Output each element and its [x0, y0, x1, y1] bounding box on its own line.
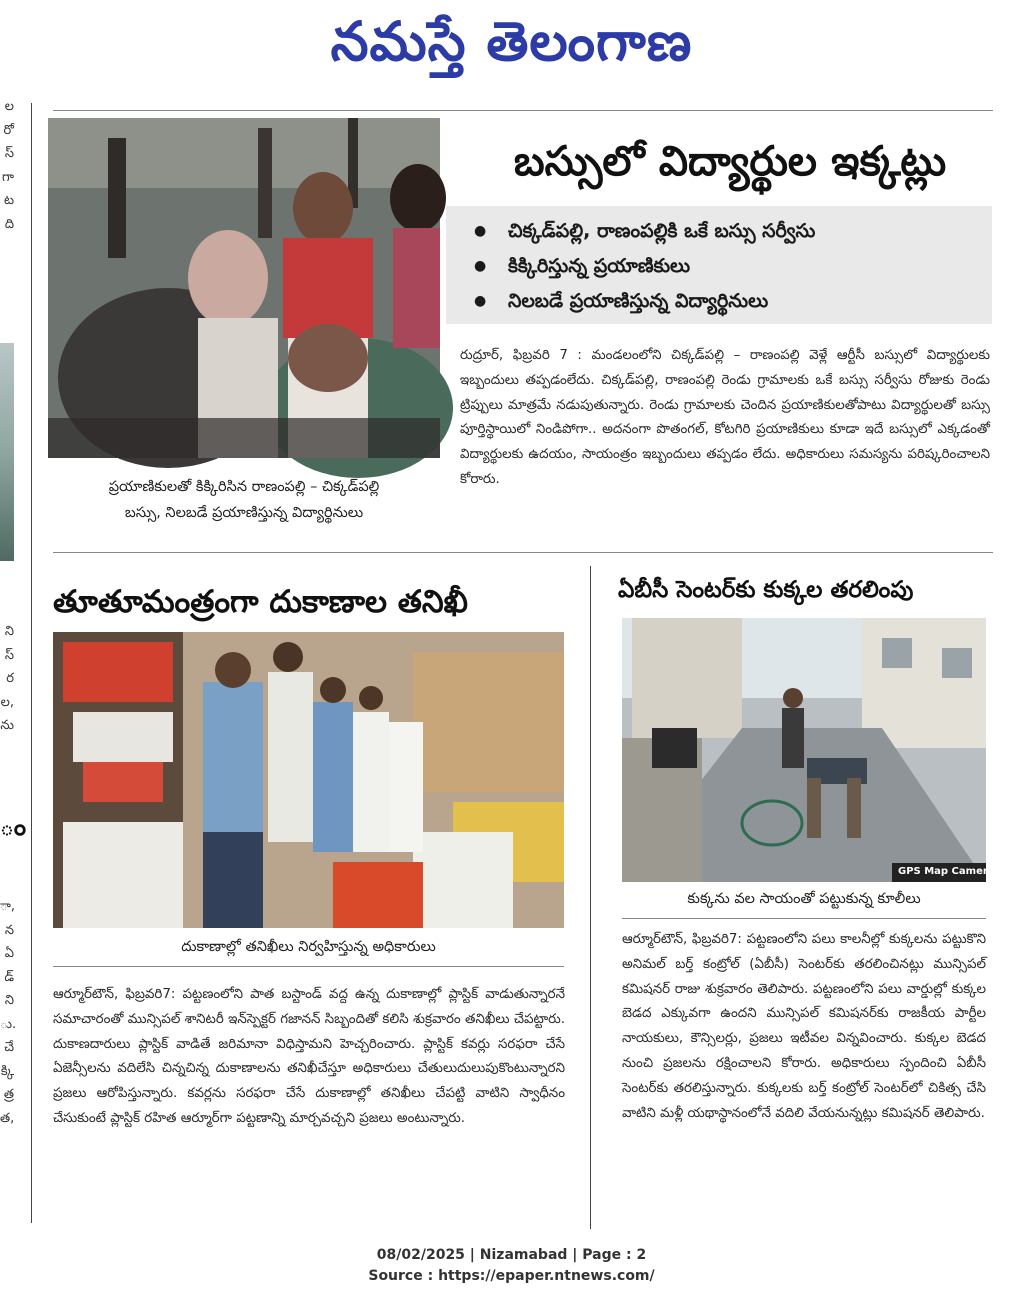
highlight-item: ● కిక్కిరిస్తున్న ప్రయాణికులు: [474, 249, 992, 284]
page-footer: [0, 1245, 1023, 1287]
edge-text-fragment: ల రో స్ గా ట ది: [2, 99, 14, 232]
edge-text-fragment: ా, న ఏ డ్ ని ు. చే క్కి త్ర త,: [0, 899, 17, 1126]
story-body: ఆర్మూర్‌టౌన్, ఫిబ్రవరి7: పట్టణంలోని పలు కాలనీల్లో కుక్కలను పట్టుకొని అనిమల్ బర్త్ కంట్రోల్ (ఏబీసీ) సెంటర్‌కు తరలించినట్లు మున్సిపల్ కమిషనర్ రాజు శుక్రవారం తెలిపారు. పట్టణంలోని పలు వార్డుల్లో కుక్కల బెడద ఎక్కువగా ఉందని మున్సిపల్ కమిషనర్‌కు రాజకీయ పార్టీల నాయకులు, కౌన్సిలర్లు, ప్రజలు ఇటీవల విన్నవించారు. కుక్కల బెడద నుంచి ప్రజలను రక్షించాలని కోరారు. అధికారులు స్పందించి ఏబీసీ సెంటర్‌కు తరలిస్తున్నారు. కుక్కలకు బర్త్ కంట్రోల్ సెంటర్‌లో చికిత్స చేసి వాటిని మళ్లీ యథాస్థానంలోనే వదిలి వేయనున్నట్లు కమిషనర్ తెలిపారు.: [622, 932, 986, 1121]
footer-edition-info: 08/02/2025 | Nizamabad | Page : 2: [376, 1247, 647, 1263]
left-edge-strip: [0, 95, 27, 1215]
caption-divider: [53, 966, 564, 967]
footer-source-link[interactable]: Source : https://epaper.ntnews.com/: [368, 1268, 655, 1284]
photo-watermark: GPS Map Camera: [898, 866, 995, 877]
shop-inspection-photo: [53, 632, 564, 928]
highlights-box: [446, 206, 992, 324]
photo-caption: దుకాణాల్లో తనిఖీలు నిర్వహిస్తున్న అధికారులు: [181, 939, 436, 955]
masthead-title: నమస్తే తెలంగాణ: [330, 9, 693, 73]
edge-text-fragment: ని స్ ర ల, ను: [0, 624, 14, 733]
bus-students-photo: [48, 118, 440, 458]
caption-line: బస్సు, నిలబడే ప్రయాణిస్తున్న విద్యార్థినులు: [124, 505, 364, 521]
highlight-item: ● నిలబడే ప్రయాణిస్తున్న విద్యార్థినులు: [474, 284, 992, 319]
section-divider: [53, 110, 993, 111]
story-body: రుద్రూర్, ఫిబ్రవరి 7 : మండలంలోని చిక్కడ్‌పల్లి – రాణంపల్లి వెళ్లే ఆర్టీసీ బస్సులో విద్యార్థులకు ఇబ్బందులు తప్పడంలేదు. చిక్కడ్‌పల్లి, రాణంపల్లి రెండు గ్రామాలకు ఒకే బస్సు సర్వీసు రోజుకు రెండు ట్రిప్పులు మాత్రమే నడుపుతున్నారు. రెండు గ్రామాలకు చెందిన ప్రయాణికులతోపాటు విద్యార్థులతో బస్సు పూర్తిస్థాయిలో నిండిపోగా.. అదనంగా పొతంగల్, కోటగిరి ప్రయాణికులు కూడా ఇదే బస్సులో ఎక్కడంతో విద్యార్థులకు ఉదయం, సాయంత్రం ఇబ్బందులు తప్పడం లేదు. అధికారులు సమస్యను పరిష్కరించాలని కోరారు.: [460, 348, 990, 487]
highlight-item: ● చిక్కడ్‌పల్లి, రాణంపల్లికి ఒకే బస్సు సర్వీసు: [474, 214, 992, 249]
dog-catching-photo: [622, 618, 995, 882]
section-divider: [53, 552, 993, 553]
column-divider: [590, 566, 591, 1229]
story-headline: బస్సులో విద్యార్థుల ఇక్కట్లు: [513, 137, 947, 185]
edge-photo-fragment: [0, 343, 14, 561]
story-body: ఆర్మూర్‌టౌన్, ఫిబ్రవరి7: పట్టణంలోని పాత బస్టాండ్ వద్ద ఉన్న దుకాణాల్లో ప్లాస్టిక్ వాడుతున్నారనే సమాచారంతో మున్సిపల్ శానిటరీ ఇన్‌స్పెక్టర్ గజానన్ సిబ్బందితో కలిసి శుక్రవారం తనిఖీలు చేపట్టారు. దుకాణదారులు ప్లాస్టిక్ వాడితే జరిమానా విధిస్తామని హెచ్చరించారు. ప్లాస్టిక్ కవర్లు సరఫరా చేసే ఏజెన్సీలను వదిలేసి చిన్నచిన్న దుకాణాలను తనిఖీచేస్తూ అధికారులు చేతులుదులుపుకొంటున్నారని ప్రజలు ఆరోపిస్తున్నారు. కవర్లను సరఫరా చేసే దుకాణాల్లో తనిఖీలు చేపట్టి వాటిని స్వాధీనం చేసుకుంటే ప్లాస్టిక్ రహిత ఆర్మూర్‌గా పట్టణాన్ని మార్చవచ్చని ప్రజలు అంటున్నారు.: [53, 987, 565, 1126]
photo-caption: [48, 474, 440, 526]
column-divider: [31, 103, 32, 1223]
story-headline: తూతూమంత్రంగా దుకాణాల తనిఖీ: [53, 584, 468, 620]
photo-caption: కుక్కను వల సాయంతో పట్టుకున్న కూలీలు: [687, 891, 921, 907]
story-headline: ఏబీసీ సెంటర్‌కు కుక్కల తరలింపు: [618, 577, 914, 603]
caption-divider: [622, 918, 986, 919]
caption-line: ప్రయాణికులతో కిక్కిరిసిన రాణంపల్లి – చిక్కడ్‌పల్లి: [108, 479, 380, 495]
edge-heading-fragment: ం: [0, 813, 27, 841]
